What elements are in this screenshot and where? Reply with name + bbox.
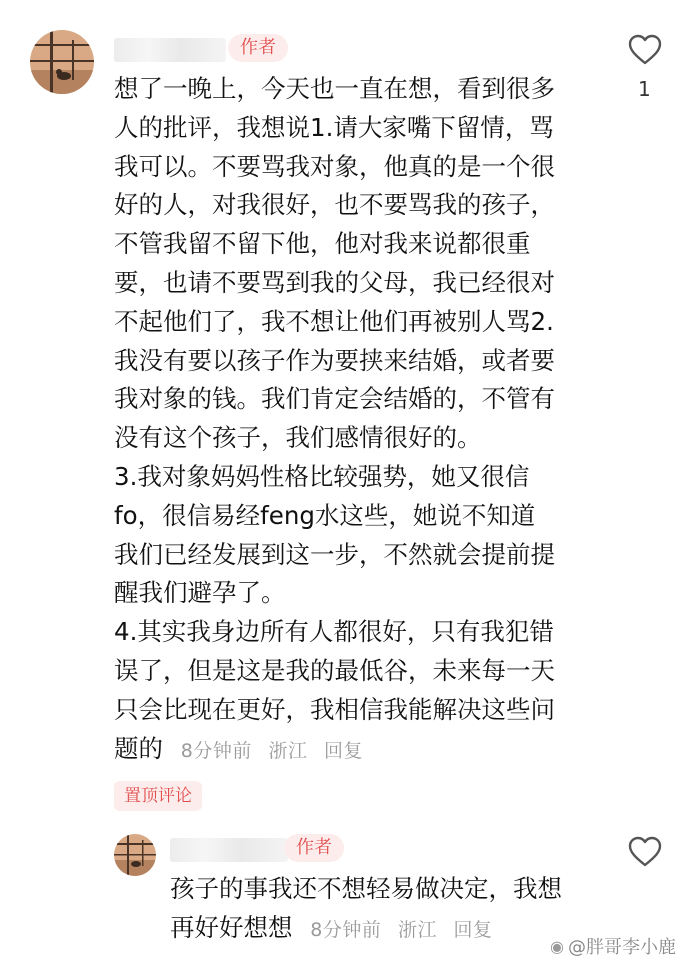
text-line: 好的人，对我很好，也不要骂我的孩子， [114, 190, 555, 220]
text-line: 醒我们避孕了。 [114, 578, 286, 608]
watermark-text: @胖哥李小鹿 [568, 937, 676, 958]
text-line: 4.其实我身边所有人都很好，只有我犯错 [114, 617, 554, 647]
text-line: fo，很信易经feng水这些，她说不知道 [114, 500, 536, 530]
text-line: 人的批评，我想说1.请大家嘴下留情，骂 [114, 112, 554, 142]
comment-last-line: 题的 [114, 733, 163, 763]
comment-reply-button[interactable]: 回复 [324, 739, 364, 762]
text-line: 误了，但是这是我的最低谷，未来每一天 [114, 655, 555, 685]
text-line: 3.我对象妈妈性格比较强势，她又很信 [114, 461, 530, 491]
text-line: 不起他们了，我不想让他们再被别人骂2. [114, 306, 554, 336]
text-line: 孩子的事我还不想轻易做决定，我想 [170, 874, 562, 903]
text-line: 要，也请不要骂到我的父母，我已经很对 [114, 267, 555, 297]
comment-time: 8分钟前 [180, 739, 252, 762]
text-line: 我们已经发展到这一步，不然就会提前提 [114, 539, 555, 569]
author-name-redacted [114, 38, 226, 62]
reply-author-badge: 作者 [284, 834, 344, 862]
reply-time: 8分钟前 [310, 918, 382, 941]
text-line: 只会比现在更好，我相信我能解决这些问 [114, 694, 555, 724]
text-line: 我对象的钱。我们肯定会结婚的，不管有 [114, 384, 555, 414]
text-line: 想了一晚上，今天也一直在想，看到很多 [114, 74, 555, 103]
reply-last-line: 再好好想想 [170, 912, 293, 942]
like-count: 1 [638, 77, 651, 101]
weibo-icon: ◉ [550, 936, 564, 956]
text-line: 我可以。不要骂我对象，他真的是一个很 [114, 151, 555, 181]
reply-author-avatar[interactable] [114, 834, 156, 876]
text-line: 没有这个孩子，我们感情很好的。 [114, 423, 482, 453]
like-heart-icon[interactable] [628, 34, 662, 70]
author-avatar[interactable] [30, 30, 94, 94]
text-line: 不管我留不留下他，他对我来说都很重 [114, 229, 531, 259]
reply-like-heart-icon[interactable] [628, 836, 662, 872]
pinned-comment-badge: 置顶评论 [114, 781, 202, 811]
comment-location: 浙江 [268, 739, 308, 762]
watermark [550, 933, 676, 959]
author-badge: 作者 [228, 34, 288, 62]
reply-author-name-redacted [170, 838, 288, 862]
reply-body [170, 870, 562, 950]
reply-location: 浙江 [397, 918, 437, 941]
comment-body [114, 70, 555, 770]
reply-reply-button[interactable]: 回复 [453, 918, 493, 941]
text-line: 我没有要以孩子作为要挟来结婚，或者要 [114, 345, 555, 375]
